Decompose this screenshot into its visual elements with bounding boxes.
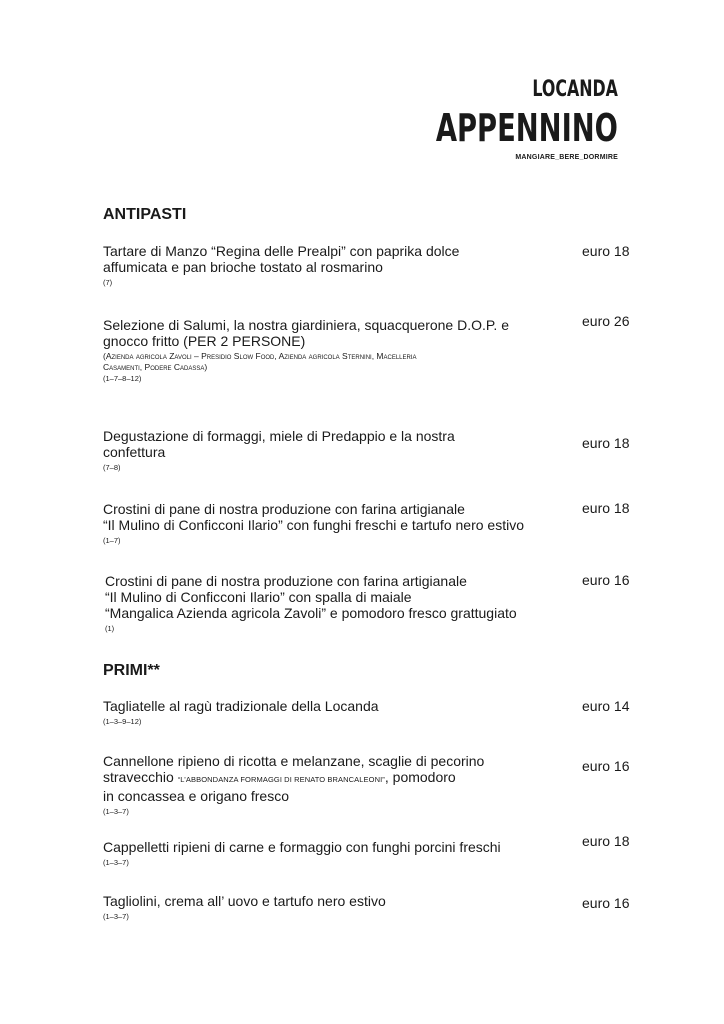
item-description: Tartare di Manzo “Regina delle Prealpi” con paprika dolce affumicata e pan brioche tostato al rosmarino — [103, 243, 460, 275]
item-producers: (Azienda agricola Zavoli – Presidio Slow Food, Azienda agricola Sternini, Macelleria Casamenti, Podere Cadassa) — [103, 351, 417, 372]
item-price: euro 18 — [582, 243, 630, 259]
logo-tagline: MANGIARE_BERE_DORMIRE — [515, 154, 618, 161]
menu-item-tagliolini — [103, 893, 563, 922]
item-description: Tagliatelle al ragù tradizionale della Locanda — [103, 698, 379, 714]
logo-line-locanda: LOCANDA — [532, 77, 618, 102]
section-title-antipasti: ANTIPASTI — [103, 206, 187, 223]
item-price: euro 18 — [582, 500, 630, 516]
item-description: Degustazione di formaggi, miele di Predappio e la nostra confettura — [103, 428, 455, 460]
item-description: Cappelletti ripieni di carne e formaggio con funghi porcini freschi — [103, 839, 501, 855]
item-price: euro 16 — [582, 572, 630, 588]
section-title-primi: PRIMI** — [103, 662, 160, 679]
item-allergens: (7) — [103, 278, 113, 287]
item-allergens: (1–7) — [103, 536, 121, 545]
menu-item-crostini-maiale — [105, 573, 575, 634]
item-allergens: (1–3–7) — [103, 912, 129, 921]
item-price: euro 16 — [582, 895, 630, 911]
item-description: Crostini di pane di nostra produzione con farina artigianale “Il Mulino di Conficconi Ilario” con spalla di maiale “Mangalica Azienda agricola Zavoli” e pomodoro fresco grattugiato — [105, 573, 517, 621]
item-description: Cannellone ripieno di ricotta e melanzane, scaglie di pecorino stravecchio “L’ABBONDANZA FORMAGGI DI RENATO BRANCALEONI”, pomodoro in concassea e origano fresco — [103, 753, 485, 804]
menu-item-cappelletti — [103, 839, 563, 868]
item-description: Crostini di pane di nostra produzione con farina artigianale “Il Mulino di Conficconi Ilario” con funghi freschi e tartufo nero estivo — [103, 501, 524, 533]
logo-line-appennino: APPENNINO — [435, 106, 618, 150]
item-price: euro 26 — [582, 313, 630, 329]
menu-item-crostini-funghi — [103, 501, 573, 546]
menu-item-tagliatelle — [103, 698, 563, 727]
item-price: euro 18 — [582, 435, 630, 451]
cheese-producer: “L’ABBONDANZA FORMAGGI DI RENATO BRANCALEONI” — [177, 775, 385, 784]
menu-item-tartare — [103, 243, 563, 288]
restaurant-logo — [365, 78, 618, 161]
item-description: Tagliolini, crema all’ uovo e tartufo nero estivo — [103, 893, 386, 909]
item-allergens: (1) — [105, 624, 115, 633]
menu-item-salumi — [103, 317, 563, 384]
item-allergens: (1–3–7) — [103, 858, 129, 867]
menu-item-formaggi — [103, 428, 563, 473]
item-price: euro 18 — [582, 833, 630, 849]
item-price: euro 14 — [582, 698, 630, 714]
item-allergens: (1–3–9–12) — [103, 717, 142, 726]
item-allergens: (1–7–8–12) — [103, 374, 142, 383]
item-allergens: (7–8) — [103, 463, 121, 472]
item-price: euro 16 — [582, 758, 630, 774]
item-allergens: (1–3–7) — [103, 807, 129, 816]
item-description: Selezione di Salumi, la nostra giardiniera, squacquerone D.O.P. e gnocco fritto (PER 2 PERSONE) — [103, 317, 509, 349]
menu-item-cannellone — [103, 753, 563, 817]
